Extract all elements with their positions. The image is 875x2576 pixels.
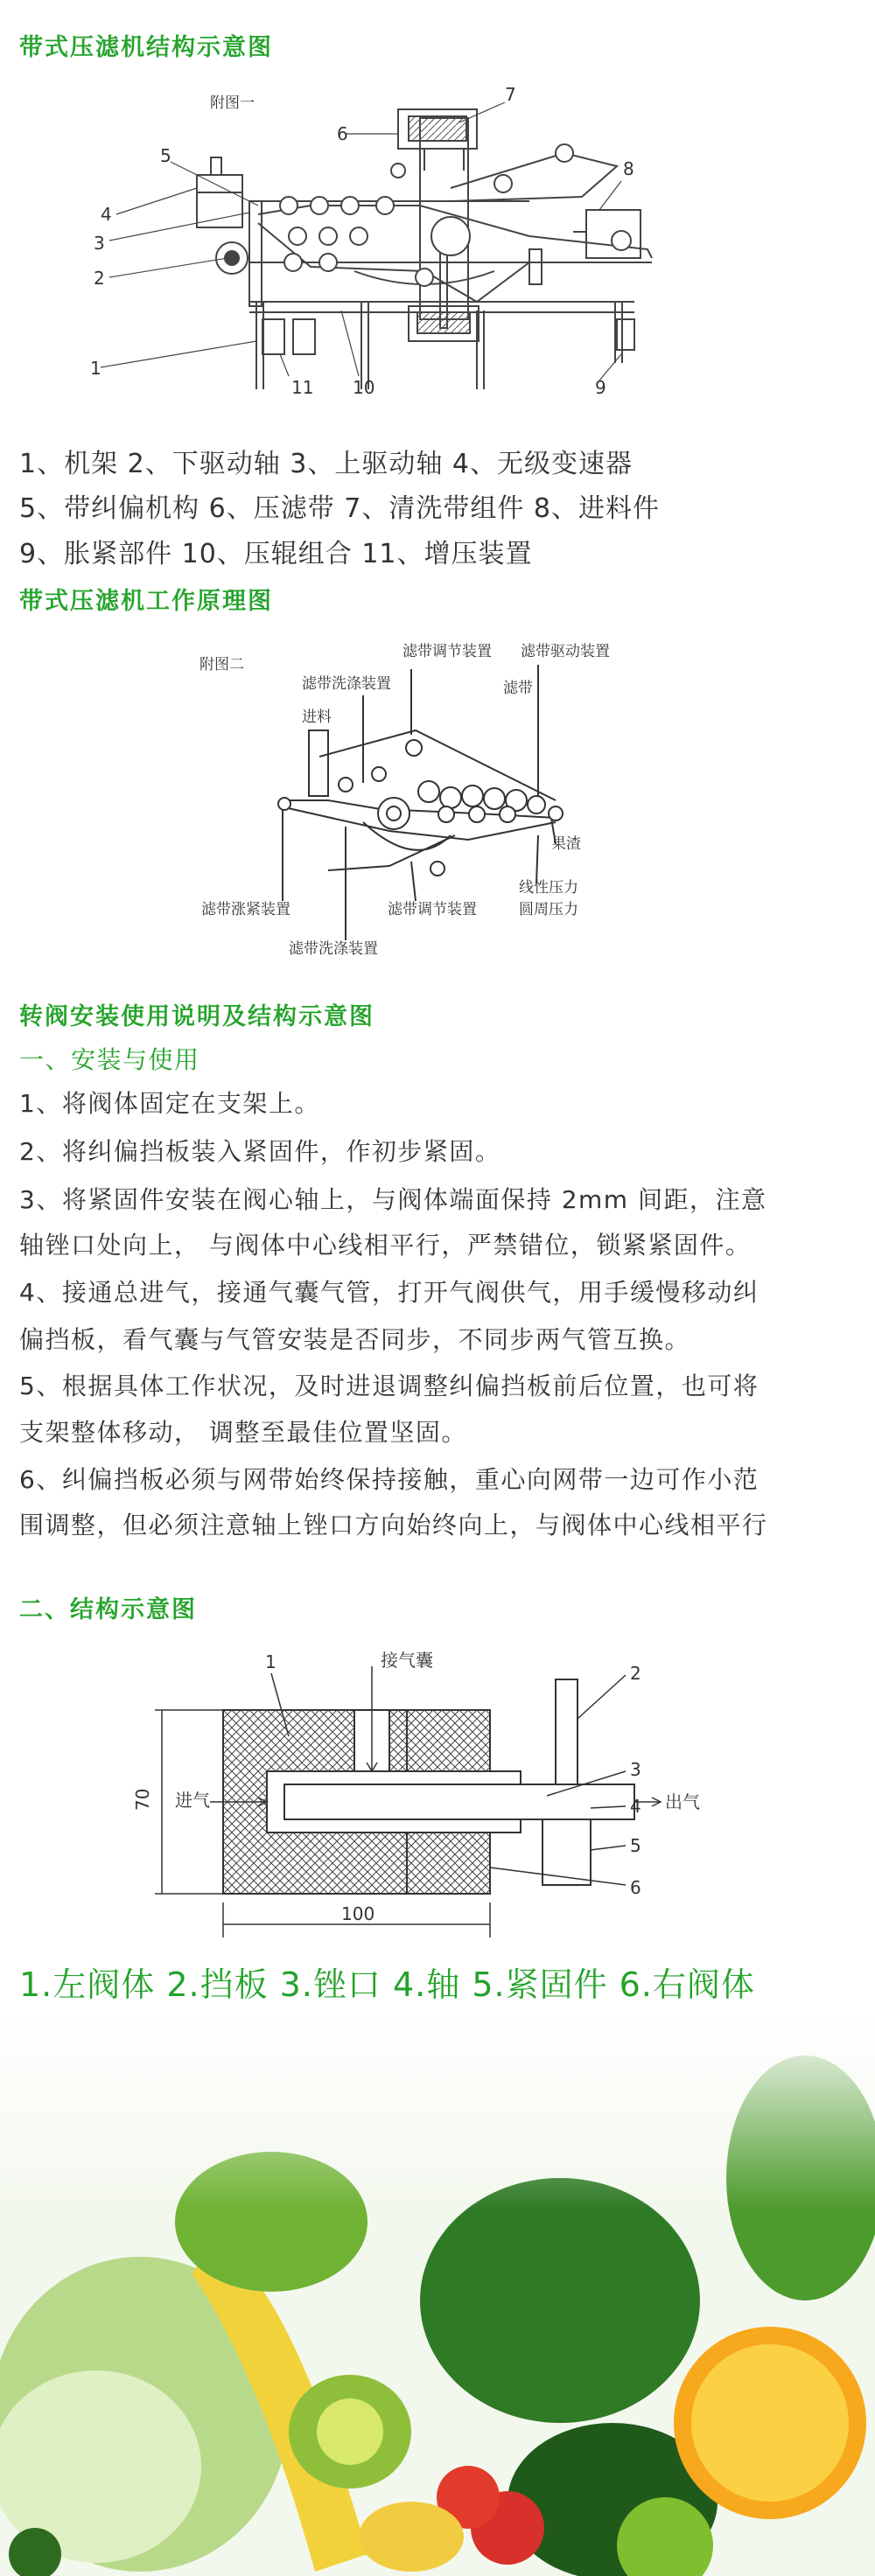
callout-7: 7 bbox=[505, 84, 516, 105]
instruction-line-9: 6、纠偏挡板必须与网带始终保持接触，重心向网带一边可作小范 bbox=[19, 1465, 760, 1494]
label-tension: 滤带涨紧装置 bbox=[201, 901, 290, 918]
vegetables-image bbox=[0, 2012, 875, 2576]
callout-4: 4 bbox=[101, 204, 112, 225]
section-title-principle: 带式压滤机工作原理图 bbox=[19, 588, 273, 615]
section-title-structure: 带式压滤机结构示意图 bbox=[19, 34, 273, 61]
valve-diagram bbox=[132, 1640, 713, 1942]
label-circular-pressure: 圆周压力 bbox=[519, 901, 578, 918]
callout-9: 9 bbox=[595, 377, 606, 398]
callout-11: 11 bbox=[291, 377, 314, 398]
label-wash-top: 滤带洗涤装置 bbox=[302, 675, 391, 693]
instruction-line-2: 2、将纠偏挡板装入紧固件，作初步紧固。 bbox=[19, 1137, 501, 1166]
principle-diagram bbox=[188, 634, 652, 967]
callout-6: 6 bbox=[337, 123, 348, 144]
instruction-line-3: 3、将紧固件安装在阀心轴上，与阀体端面保持 2mm 间距，注意 bbox=[19, 1185, 767, 1214]
valve-callout-3: 3 bbox=[630, 1759, 641, 1780]
label-linear-pressure: 线性压力 bbox=[519, 879, 578, 897]
section-title-valve: 转阀安装使用说明及结构示意图 bbox=[19, 1003, 374, 1030]
dim-height: 70 bbox=[132, 1788, 153, 1811]
valve-callout-2: 2 bbox=[630, 1663, 641, 1684]
legend-line-1: 1、机架 2、下驱动轴 3、上驱动轴 4、无级变速器 bbox=[19, 449, 633, 479]
valve-callout-1: 1 bbox=[265, 1651, 276, 1672]
valve-callout-6: 6 bbox=[630, 1877, 641, 1898]
instruction-line-4: 轴锉口处向上， 与阀体中心线相平行，严禁错位，锁紧紧固件。 bbox=[19, 1231, 752, 1260]
valve-callout-4: 4 bbox=[630, 1796, 641, 1817]
callout-3: 3 bbox=[94, 233, 105, 254]
figure2-label: 附图二 bbox=[200, 656, 244, 674]
valve-callout-5: 5 bbox=[630, 1835, 641, 1856]
instruction-line-8: 支架整体移动， 调整至最佳位置坚固。 bbox=[19, 1418, 467, 1447]
instruction-line-6: 偏挡板，看气囊与气管安装是否同步，不同步两气管互换。 bbox=[19, 1325, 691, 1354]
label-residue: 果渣 bbox=[551, 835, 581, 853]
legend-line-3: 9、胀紧部件 10、压辊组合 11、增压装置 bbox=[19, 539, 533, 569]
label-belt: 滤带 bbox=[503, 680, 533, 697]
label-inlet: 进气 bbox=[175, 1790, 210, 1811]
label-adjust-bottom: 滤带调节装置 bbox=[388, 901, 477, 918]
instruction-line-5: 4、接通总进气，接通气囊气管，打开气阀供气，用手缓慢移动纠 bbox=[19, 1278, 760, 1307]
instruction-line-1: 1、将阀体固定在支架上。 bbox=[19, 1089, 320, 1118]
subtitle-install: 一、安装与使用 bbox=[19, 1045, 200, 1074]
label-drive: 滤带驱动装置 bbox=[521, 643, 610, 660]
callout-8: 8 bbox=[623, 158, 634, 179]
label-outlet: 出气 bbox=[665, 1791, 700, 1812]
label-adjust-top: 滤带调节装置 bbox=[402, 643, 492, 660]
valve-legend: 1.左阀体 2.挡板 3.锉口 4.轴 5.紧固件 6.右阀体 bbox=[19, 1965, 755, 2004]
instruction-line-7: 5、根据具体工作状况，及时进退调整纠偏挡板前后位置，也可将 bbox=[19, 1372, 760, 1400]
label-feed: 进料 bbox=[302, 709, 332, 726]
callout-5: 5 bbox=[160, 145, 172, 166]
dim-width: 100 bbox=[341, 1903, 375, 1924]
legend-line-2: 5、带纠偏机构 6、压滤带 7、清洗带组件 8、进料件 bbox=[19, 493, 660, 524]
label-gas-bag: 接气囊 bbox=[381, 1650, 433, 1671]
label-wash-bottom: 滤带洗涤装置 bbox=[289, 940, 378, 958]
figure1-label: 附图一 bbox=[210, 94, 255, 112]
callout-1: 1 bbox=[90, 358, 102, 379]
structure-diagram bbox=[90, 83, 700, 407]
instruction-line-10: 围调整，但必须注意轴上锉口方向始终向上，与阀体中心线相平行 bbox=[19, 1511, 768, 1539]
section-title-structure-2: 二、结构示意图 bbox=[19, 1596, 197, 1623]
callout-2: 2 bbox=[94, 268, 105, 289]
callout-10: 10 bbox=[353, 377, 375, 398]
